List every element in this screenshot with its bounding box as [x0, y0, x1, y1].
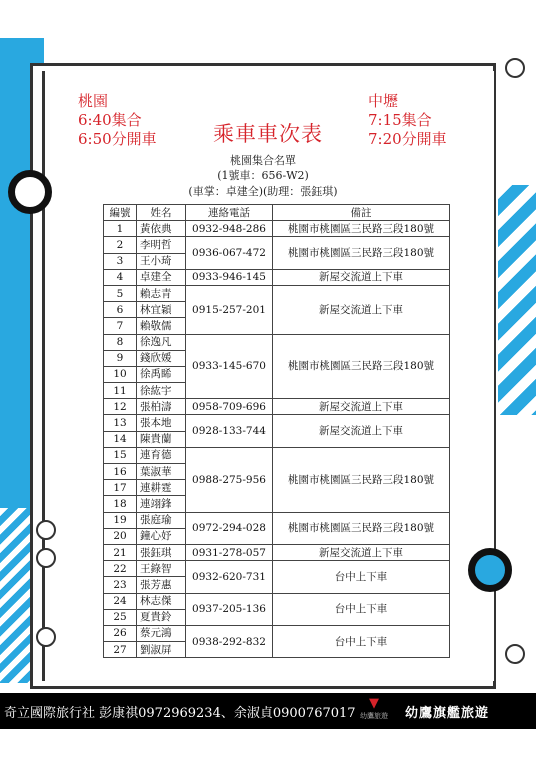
pickup-note: 桃園市桃園區三民路三段180號 — [273, 334, 450, 399]
row-number: 1 — [104, 221, 137, 237]
row-number: 27 — [104, 642, 137, 658]
contact-phone: 0928-133-744 — [186, 415, 273, 447]
bus-number: (1號車：656-W2) — [217, 169, 309, 182]
passenger-name: 黃依典 — [137, 221, 186, 237]
row-number: 15 — [104, 447, 137, 463]
table-row — [104, 285, 450, 301]
contact-phone: 0933-145-670 — [186, 334, 273, 399]
row-number: 8 — [104, 334, 137, 350]
passenger-name: 錢欣媛 — [137, 350, 186, 366]
passenger-name: 連耕霆 — [137, 480, 186, 496]
row-number: 22 — [104, 561, 137, 577]
list-title: 桃園集合名單 — [230, 154, 296, 167]
ring-left-2 — [36, 548, 56, 568]
passenger-table — [103, 204, 450, 658]
ring-left-1 — [36, 520, 56, 540]
passenger-name: 賴志青 — [137, 285, 186, 301]
passenger-name: 張柏濤 — [137, 399, 186, 415]
row-number: 11 — [104, 383, 137, 399]
pickup-note: 台中上下車 — [273, 561, 450, 593]
left-meeting-info — [78, 92, 157, 149]
row-number: 9 — [104, 350, 137, 366]
binder-ring-left — [8, 170, 52, 214]
passenger-name: 卓建全 — [137, 269, 186, 285]
passenger-name: 蔡元鴻 — [137, 625, 186, 641]
right-meeting-info — [368, 92, 447, 149]
ring-top-right — [505, 58, 525, 78]
eagle-icon: ▼ — [369, 696, 379, 711]
brand-name: 幼鷹旗艦旅遊 — [405, 706, 490, 721]
passenger-name: 張本地 — [137, 415, 186, 431]
staff-line: (車掌：卓建全)(助理：張鈺琪) — [188, 185, 338, 198]
table-row — [104, 399, 450, 415]
passenger-name: 徐禹睎 — [137, 366, 186, 382]
table-row — [104, 237, 450, 253]
passenger-name: 連翊鋒 — [137, 496, 186, 512]
row-number: 2 — [104, 237, 137, 253]
row-number: 14 — [104, 431, 137, 447]
header-phone: 連絡電話 — [186, 205, 273, 221]
pickup-note: 台中上下車 — [273, 625, 450, 657]
row-number: 10 — [104, 366, 137, 382]
contact-phone: 0988-275-956 — [186, 447, 273, 512]
row-number: 26 — [104, 625, 137, 641]
row-number: 6 — [104, 302, 137, 318]
pickup-note: 桃園市桃園區三民路三段180號 — [273, 512, 450, 544]
pickup-note: 新屋交流道上下車 — [273, 399, 450, 415]
table-row — [104, 593, 450, 609]
row-number: 17 — [104, 480, 137, 496]
row-number: 21 — [104, 544, 137, 560]
table-row — [104, 415, 450, 431]
row-number: 25 — [104, 609, 137, 625]
table-body — [104, 221, 450, 658]
pickup-note: 台中上下車 — [273, 593, 450, 625]
logo-caption: 幼鷹旅遊 — [360, 712, 388, 720]
table-row — [104, 447, 450, 463]
table-row — [104, 561, 450, 577]
passenger-name: 鐘心妤 — [137, 528, 186, 544]
passenger-name: 夏貴鈴 — [137, 609, 186, 625]
row-number: 3 — [104, 253, 137, 269]
left-gather-time: 6:40集合 — [78, 111, 142, 129]
right-place: 中壢 — [368, 92, 399, 110]
passenger-name: 陳貴蘭 — [137, 431, 186, 447]
pickup-note: 新屋交流道上下車 — [273, 544, 450, 560]
contact-phone: 0931-278-057 — [186, 544, 273, 560]
row-number: 19 — [104, 512, 137, 528]
passenger-name: 葉淑華 — [137, 464, 186, 480]
row-number: 5 — [104, 285, 137, 301]
contact-phone: 0958-709-696 — [186, 399, 273, 415]
passenger-name: 徐紘宇 — [137, 383, 186, 399]
row-number: 16 — [104, 464, 137, 480]
row-number: 18 — [104, 496, 137, 512]
passenger-name: 林宜穎 — [137, 302, 186, 318]
right-depart-time: 7:20分開車 — [368, 130, 447, 148]
row-number: 23 — [104, 577, 137, 593]
passenger-name: 王小琦 — [137, 253, 186, 269]
contact-phone: 0932-620-731 — [186, 561, 273, 593]
pickup-note: 新屋交流道上下車 — [273, 269, 450, 285]
pickup-note: 桃園市桃園區三民路三段180號 — [273, 447, 450, 512]
table-row — [104, 544, 450, 560]
ring-right-bottom — [505, 644, 525, 664]
passenger-name: 王錄智 — [137, 561, 186, 577]
passenger-name: 林志傑 — [137, 593, 186, 609]
pickup-note: 桃園市桃園區三民路三段180號 — [273, 221, 450, 237]
table-row — [104, 625, 450, 641]
footer-bar — [0, 693, 536, 729]
right-stripe-pattern — [498, 185, 536, 415]
passenger-name: 連育德 — [137, 447, 186, 463]
eagle-logo — [352, 697, 396, 725]
contact-phone: 0936-067-472 — [186, 237, 273, 269]
table-row — [104, 221, 450, 237]
passenger-name: 李明哲 — [137, 237, 186, 253]
row-number: 20 — [104, 528, 137, 544]
passenger-name: 賴敬儒 — [137, 318, 186, 334]
left-place: 桃園 — [78, 92, 109, 110]
header-number: 編號 — [104, 205, 137, 221]
contact-phone: 0915-257-201 — [186, 285, 273, 334]
row-number: 13 — [104, 415, 137, 431]
pickup-note: 桃園市桃園區三民路三段180號 — [273, 237, 450, 269]
contact-phone: 0933-946-145 — [186, 269, 273, 285]
table-row — [104, 334, 450, 350]
contact-phone: 0972-294-028 — [186, 512, 273, 544]
header-name: 姓名 — [137, 205, 186, 221]
passenger-name: 張芳惠 — [137, 577, 186, 593]
passenger-name: 劉淑屏 — [137, 642, 186, 658]
pickup-note: 新屋交流道上下車 — [273, 415, 450, 447]
page-title: 乘車車次表 — [213, 122, 323, 146]
passenger-name: 張庭瑜 — [137, 512, 186, 528]
right-gather-time: 7:15集合 — [368, 111, 432, 129]
row-number: 24 — [104, 593, 137, 609]
agency-contact: 奇立國際旅行社 彭康祺0972969234、余淑貞0900767017 — [4, 706, 356, 721]
table-header-row — [104, 205, 450, 221]
binder-ring-right — [468, 548, 512, 592]
contact-phone: 0932-948-286 — [186, 221, 273, 237]
passenger-name: 張鈺琪 — [137, 544, 186, 560]
row-number: 7 — [104, 318, 137, 334]
ring-left-3 — [36, 627, 56, 647]
header-note: 備註 — [273, 205, 450, 221]
contact-phone: 0937-205-136 — [186, 593, 273, 625]
contact-phone: 0938-292-832 — [186, 625, 273, 657]
row-number: 4 — [104, 269, 137, 285]
left-depart-time: 6:50分開車 — [78, 130, 157, 148]
table-row — [104, 512, 450, 528]
table-row — [104, 269, 450, 285]
row-number: 12 — [104, 399, 137, 415]
pickup-note: 新屋交流道上下車 — [273, 285, 450, 334]
passenger-name: 徐逸凡 — [137, 334, 186, 350]
